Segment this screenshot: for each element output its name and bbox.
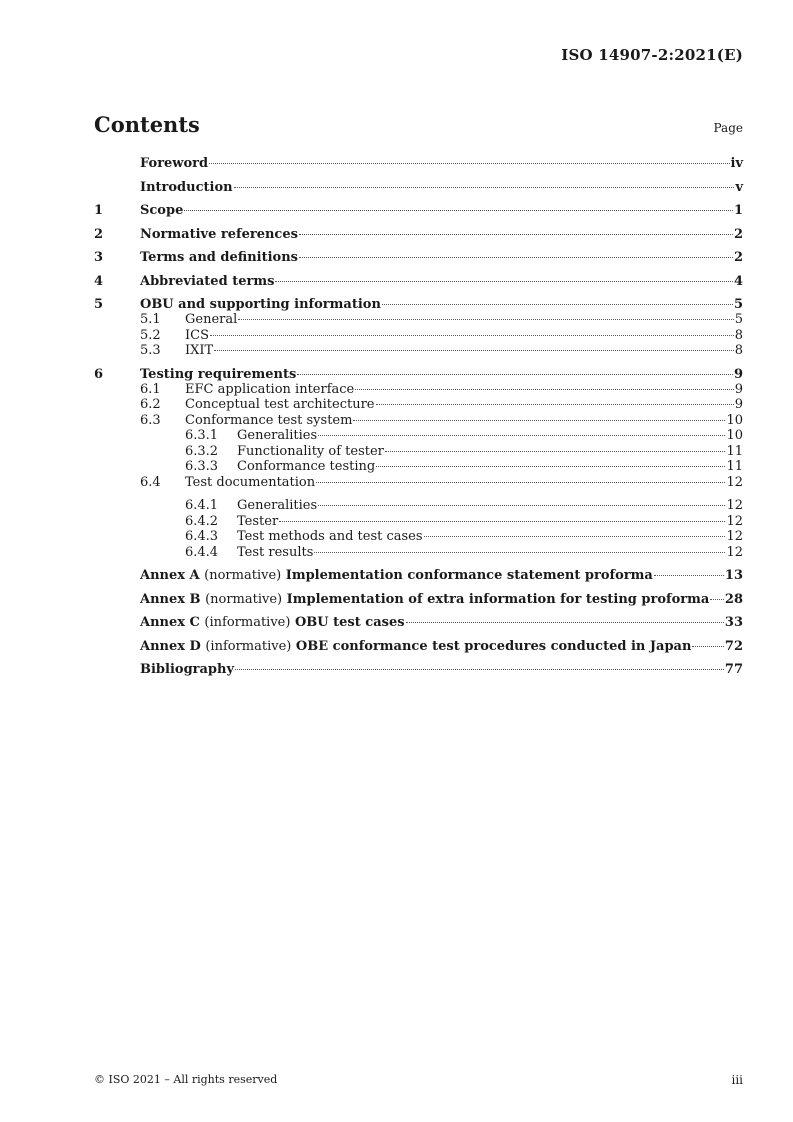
toc-entry-number: 6.4.1 [185,498,219,513]
toc-entry-number: 6 [94,366,104,382]
toc-entry-title: Conceptual test architecture [185,397,375,412]
toc-entry-title: Generalities [237,498,318,513]
toc-entry-number: 6.4 [140,474,161,490]
toc-entry-title: Test documentation [185,474,316,490]
footer-page-number: iii [731,1073,743,1087]
dot-leader [235,669,724,670]
contents-heading-row [94,112,743,137]
page-column-label: Page [713,121,743,135]
dot-leader [234,187,735,188]
toc-entry-page: 12 [726,498,743,513]
toc-entry[interactable] [94,459,743,475]
toc-entry[interactable] [94,156,743,171]
toc-entry-title: Generalities [237,428,318,443]
toc-entry[interactable] [94,343,743,359]
toc-entry-page: 2 [733,226,743,242]
toc-entry-title: ICS [185,327,209,343]
toc-entry[interactable] [94,568,743,583]
dot-leader [318,435,725,436]
toc-entry[interactable] [94,367,743,382]
toc-entry-number: 6.4.4 [185,544,219,560]
toc-entry-page: 5 [734,312,743,327]
toc-entry[interactable] [94,639,743,654]
toc-entry-title [140,615,405,630]
toc-entry-page: 12 [726,474,743,490]
toc-entry[interactable] [94,428,743,444]
toc-entry-title: Introduction [140,179,233,195]
toc-entry-page: 11 [726,443,743,459]
dot-leader [692,646,723,647]
dot-leader [382,304,733,305]
dot-leader [424,536,726,537]
dot-leader [275,281,733,282]
toc-entry[interactable] [94,297,743,312]
toc-entry[interactable] [94,475,743,491]
dot-leader [385,451,726,452]
toc-entry[interactable] [94,227,743,242]
dot-leader [297,374,733,375]
toc-entry[interactable] [94,545,743,561]
dot-leader [299,257,733,258]
toc-entry-page: 13 [724,568,743,583]
annex-id: Annex D [140,638,201,654]
dot-leader [184,210,733,211]
toc-entry-page: 28 [724,591,743,607]
toc-entry-title: Functionality of tester [237,443,384,459]
toc-entry-title: IXIT [185,343,214,358]
toc-entry[interactable] [94,529,743,545]
toc-entry-number: 2 [94,226,104,242]
annex-id: Annex C [140,615,200,630]
dot-leader [214,350,734,351]
toc-entry-number: 6.3 [140,412,161,428]
toc-entry-title: Conformance test system [185,412,353,428]
dot-leader [376,404,734,405]
toc-entry-page: iv [730,156,743,171]
toc-entry-page: 4 [733,273,743,289]
toc-entry[interactable] [94,498,743,514]
toc-entry[interactable] [94,328,743,344]
toc-entry-page: 12 [726,544,743,560]
toc-entry-page: 77 [724,662,743,677]
annex-title: Implementation of extra information for testing proforma [286,591,710,607]
toc-entry-page: 5 [733,297,743,312]
dot-leader [209,163,729,164]
dot-leader [654,575,724,576]
toc-entry-number: 6.3.2 [185,443,219,459]
page-footer [94,1073,743,1087]
annex-kind: (normative) [205,591,283,607]
dot-leader [318,505,725,506]
toc-entry[interactable] [94,312,743,328]
dot-leader [353,420,725,421]
page-title: Contents [94,112,200,137]
toc-entry-page: 2 [733,250,743,265]
dot-leader [210,335,734,336]
toc-entry-number: 3 [94,250,104,265]
toc-entry[interactable] [94,274,743,289]
toc-entry[interactable] [94,203,743,218]
toc-entry[interactable] [94,592,743,607]
toc-entry-number: 6.4.3 [185,529,219,544]
dot-leader [279,521,725,522]
toc-entry-title: Test methods and test cases [237,529,423,544]
toc-entry-title [140,568,653,583]
toc-entry-title: Scope [140,203,184,218]
toc-entry-title: OBU and supporting information [140,297,381,312]
toc-entry[interactable] [94,382,743,398]
annex-kind: (informative) [205,638,292,654]
toc-entry-page: 9 [733,366,743,382]
toc-entry-page: 11 [726,459,743,474]
toc-entry-page: 1 [733,203,743,218]
dot-leader [238,319,733,320]
toc-entry-page: 12 [726,529,743,544]
annex-id: Annex B [140,591,201,607]
dot-leader [710,599,724,600]
toc-entry-title: EFC application interface [185,381,355,397]
dot-leader [376,466,725,467]
toc-entry-title: Bibliography [140,662,235,677]
toc-entry[interactable] [94,615,743,630]
toc-entry-page: 8 [734,343,743,358]
toc-entry[interactable] [94,662,743,677]
toc-entry[interactable] [94,250,743,265]
annex-kind: (normative) [204,568,282,583]
annex-kind: (informative) [204,615,291,630]
table-of-contents [94,156,743,686]
toc-entry-number: 6.4.2 [185,513,219,529]
toc-entry-number: 6.1 [140,381,161,397]
toc-entry-page: 10 [726,412,743,428]
annex-title: OBE conformance test procedures conducted in Japan [295,638,692,654]
toc-entry-title: Normative references [140,226,298,242]
dot-leader [355,389,733,390]
toc-entry[interactable] [94,444,743,460]
document-identifier: ISO 14907-2:2021(E) [561,46,743,64]
toc-entry-title: Tester [237,513,279,529]
dot-leader [314,552,725,553]
toc-entry-number: 5 [94,297,104,312]
toc-entry-title: Abbreviated terms [140,273,275,289]
copyright-notice: © ISO 2021 – All rights reserved [94,1073,278,1086]
toc-entry[interactable] [94,397,743,413]
toc-entry-number: 6.3.1 [185,428,219,443]
toc-entry-number: 5.1 [140,312,161,327]
annex-id: Annex A [140,568,200,583]
toc-entry-page: 12 [726,513,743,529]
toc-entry[interactable] [94,514,743,530]
toc-entry-title: General [185,312,238,327]
toc-entry-title: Conformance testing [237,459,376,474]
toc-entry[interactable] [94,180,743,195]
toc-entry-page: 33 [724,615,743,630]
toc-entry-page: 72 [724,638,743,654]
dot-leader [316,482,725,483]
toc-entry[interactable] [94,413,743,429]
toc-entry-page: 9 [734,397,743,412]
toc-entry-number: 1 [94,203,104,218]
dot-leader [406,622,724,623]
toc-entry-page: 9 [734,381,743,397]
toc-entry-number: 5.2 [140,327,161,343]
toc-entry-page: 10 [726,428,743,443]
toc-entry-title [140,639,691,654]
toc-entry-number: 6.2 [140,397,161,412]
toc-entry-title: Testing requirements [140,366,297,382]
toc-entry-number: 6.3.3 [185,459,219,474]
toc-entry-number: 5.3 [140,343,161,358]
toc-entry-page: 8 [734,327,743,343]
toc-entry-title: Foreword [140,156,209,171]
annex-title: OBU test cases [294,615,405,630]
dot-leader [299,234,733,235]
toc-entry-page: v [735,179,743,195]
toc-entry-title: Terms and definitions [140,250,298,265]
toc-entry-title [140,592,709,607]
toc-entry-title: Test results [237,544,314,560]
annex-title: Implementation conformance statement proforma [285,568,653,583]
toc-entry-number: 4 [94,273,104,289]
